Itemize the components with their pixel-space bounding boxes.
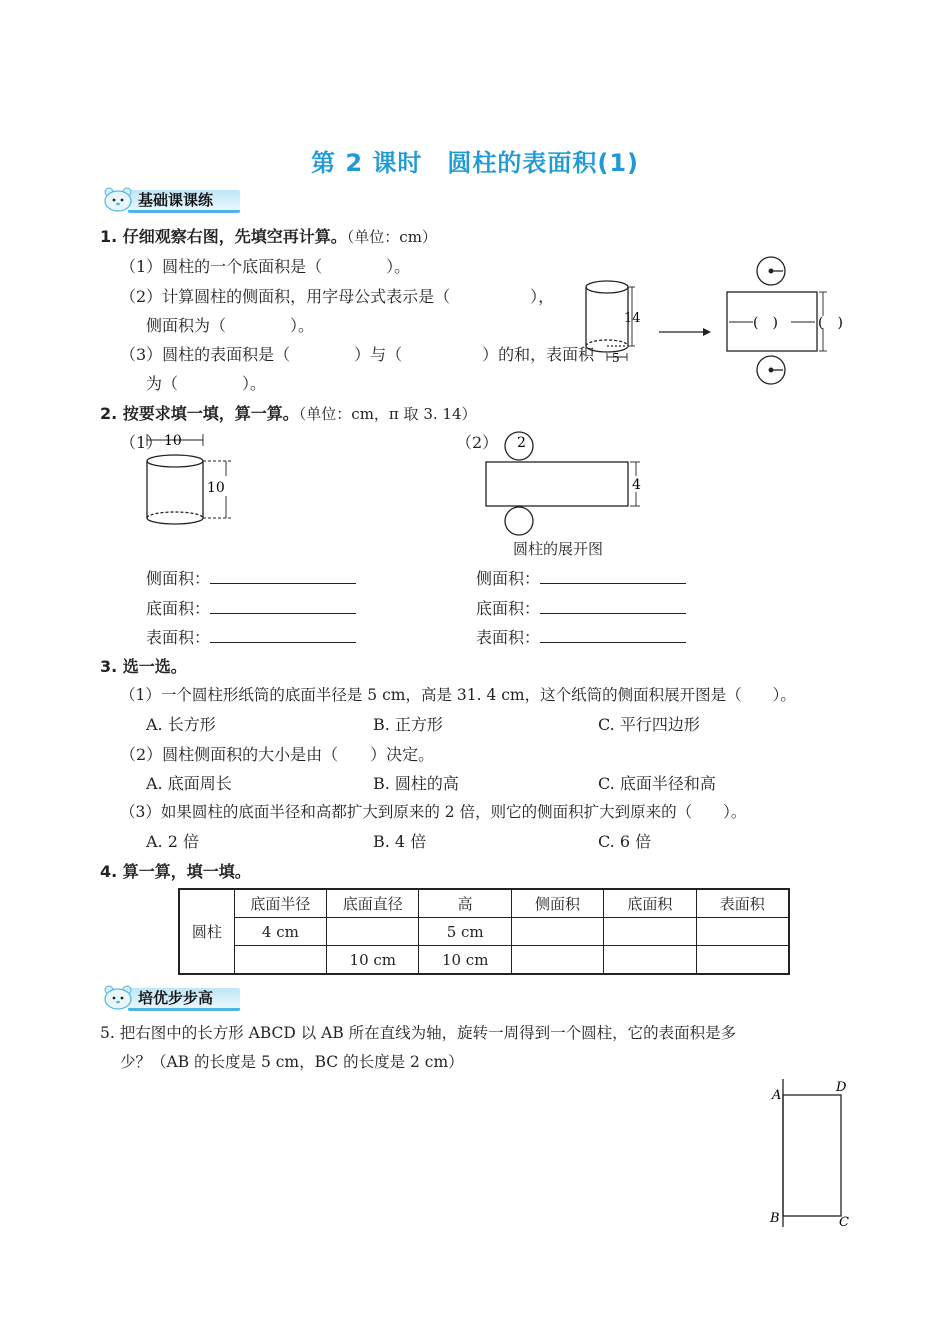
q1-radius-label: 5 xyxy=(612,351,620,365)
q2-2-surface-row xyxy=(476,625,686,648)
q4-cell[interactable] xyxy=(234,946,326,975)
q2-radius-label: 2 xyxy=(517,435,526,451)
q4-header-cell: 表面积 xyxy=(696,889,789,918)
q3-s3-option-b[interactable]: B. 4 倍 xyxy=(373,832,427,851)
section-tag-label: 培优步步高 xyxy=(138,989,214,1007)
q3-s1-option-a[interactable]: A. 长方形 xyxy=(146,715,216,734)
q1-arrow xyxy=(659,328,711,336)
section-tag-label: 基础课课练 xyxy=(138,191,214,209)
q2-1-side-label: 侧面积： xyxy=(146,569,211,588)
page-title: 第 2 课时 圆柱的表面积(1) xyxy=(310,149,640,177)
table-row xyxy=(179,918,789,946)
q2-2-base-label: 底面积： xyxy=(476,599,541,618)
q4-cell[interactable] xyxy=(511,918,603,946)
q1-width-blank: ( ) xyxy=(753,315,778,331)
q4-header-cell: 底面积 xyxy=(604,889,696,918)
q4-row-label: 圆柱 xyxy=(179,889,234,974)
q2-unit: （单位：cm，π 取 3. 14） xyxy=(298,405,477,423)
q3-heading: 3. 选一选。 xyxy=(100,657,187,676)
q1-heading xyxy=(100,224,437,247)
q3-s2-option-b[interactable]: B. 圆柱的高 xyxy=(373,774,459,793)
q4-cell[interactable] xyxy=(511,946,603,975)
q4-cell: 4 cm xyxy=(234,918,326,946)
q4-cell[interactable] xyxy=(327,918,419,946)
q3-s1-option-c[interactable]: C. 平行四边形 xyxy=(598,715,700,734)
bear-mascot-icon xyxy=(102,984,136,1010)
q3-s1: （1）一个圆柱形纸筒的底面半径是 5 cm，高是 31. 4 cm，这个纸筒的侧面积展开图是（ ）。 xyxy=(120,686,796,704)
q2-height-label: 10 xyxy=(207,480,225,496)
q2-net-caption: 圆柱的展开图 xyxy=(513,540,604,558)
q3-s2-option-c[interactable]: C. 底面半径和高 xyxy=(598,774,716,793)
q4-cell[interactable] xyxy=(604,946,696,975)
q2-cylinder-figure xyxy=(140,426,250,531)
q1-line-2: （2）计算圆柱的侧面积，用字母公式表示是（ ）， xyxy=(120,287,555,306)
q4-heading: 4. 算一算，填一填。 xyxy=(100,862,251,881)
q5-line-2: 少？（AB 的长度是 5 cm，BC 的长度是 2 cm） xyxy=(120,1053,464,1071)
q2-diameter-label: 10 xyxy=(164,433,182,449)
q3-s3-option-c[interactable]: C. 6 倍 xyxy=(598,832,652,851)
q2-part2-label: （2） xyxy=(456,433,499,452)
q1-height-label: 14 xyxy=(624,311,641,326)
q4-cell[interactable] xyxy=(604,918,696,946)
bear-mascot-icon xyxy=(102,186,136,212)
q2-1-base-blank[interactable] xyxy=(210,599,356,614)
q3-s3-option-a[interactable]: A. 2 倍 xyxy=(146,832,199,851)
q5-rectangle-figure xyxy=(765,1075,855,1235)
q1-height-blank: ( ) xyxy=(818,315,843,331)
q4-cell: 10 cm xyxy=(419,946,511,975)
q2-2-side-row xyxy=(476,566,686,589)
q4-header-cell: 底面半径 xyxy=(234,889,326,918)
q4-cell[interactable] xyxy=(696,918,789,946)
q2-net-figure xyxy=(480,428,650,540)
q2-part1-label: （1） xyxy=(120,433,163,452)
table-row xyxy=(179,889,789,918)
q1-line-3: 侧面积为（ ）。 xyxy=(146,316,315,335)
q2-2-base-blank[interactable] xyxy=(540,599,686,614)
q1-figure xyxy=(575,250,865,390)
q2-1-side-row xyxy=(146,566,356,589)
q1-heading-text: 1. 仔细观察右图，先填空再计算。 xyxy=(100,227,347,246)
q1-line-4: （3）圆柱的表面积是（ ）与（ ）的和，表面积 xyxy=(120,345,595,364)
q2-2-side-blank[interactable] xyxy=(540,569,686,584)
q2-1-side-blank[interactable] xyxy=(210,569,356,584)
table-row xyxy=(179,946,789,975)
q2-1-surface-blank[interactable] xyxy=(210,628,356,643)
q2-2-base-row xyxy=(476,596,686,619)
q3-s1-option-b[interactable]: B. 正方形 xyxy=(373,715,443,734)
q3-s3: （3）如果圆柱的底面半径和高都扩大到原来的 2 倍，则它的侧面积扩大到原来的（ ）。 xyxy=(120,803,747,821)
q2-1-surface-row xyxy=(146,625,356,648)
q1-line-1: （1）圆柱的一个底面积是（ ）。 xyxy=(120,257,411,276)
q1-line-5: 为（ ）。 xyxy=(146,374,267,393)
q2-2-surface-blank[interactable] xyxy=(540,628,686,643)
q2-1-surface-label: 表面积： xyxy=(146,628,211,647)
q4-cell: 10 cm xyxy=(327,946,419,975)
q4-cell[interactable] xyxy=(696,946,789,975)
section-tag-basic xyxy=(102,186,242,212)
q2-heading-text: 2. 按要求填一填，算一算。 xyxy=(100,404,299,423)
q2-2-surface-label: 表面积： xyxy=(476,628,541,647)
q4-cell: 5 cm xyxy=(419,918,511,946)
q5-label-a: A xyxy=(772,1088,782,1103)
q3-s2: （2）圆柱侧面积的大小是由（ ）决定。 xyxy=(120,745,435,764)
q5-label-c: C xyxy=(839,1215,849,1230)
q2-heading xyxy=(100,401,476,424)
q4-header-cell: 高 xyxy=(419,889,511,918)
q2-1-base-label: 底面积： xyxy=(146,599,211,618)
q2-1-base-row xyxy=(146,596,356,619)
q5-label-d: D xyxy=(836,1080,847,1095)
q5-label-b: B xyxy=(770,1211,780,1226)
q2-2-side-label: 侧面积： xyxy=(476,569,541,588)
q4-header-cell: 侧面积 xyxy=(511,889,603,918)
q4-header-cell: 底面直径 xyxy=(327,889,419,918)
section-tag-advanced xyxy=(102,984,242,1010)
q5-line-1: 5. 把右图中的长方形 ABCD 以 AB 所在直线为轴，旋转一周得到一个圆柱，它的表面积是多 xyxy=(100,1024,737,1042)
q2-net-height-label: 4 xyxy=(632,477,641,493)
q3-s2-option-a[interactable]: A. 底面周长 xyxy=(146,774,232,793)
q1-unit: （单位：cm） xyxy=(346,228,437,246)
q4-table xyxy=(178,888,790,975)
